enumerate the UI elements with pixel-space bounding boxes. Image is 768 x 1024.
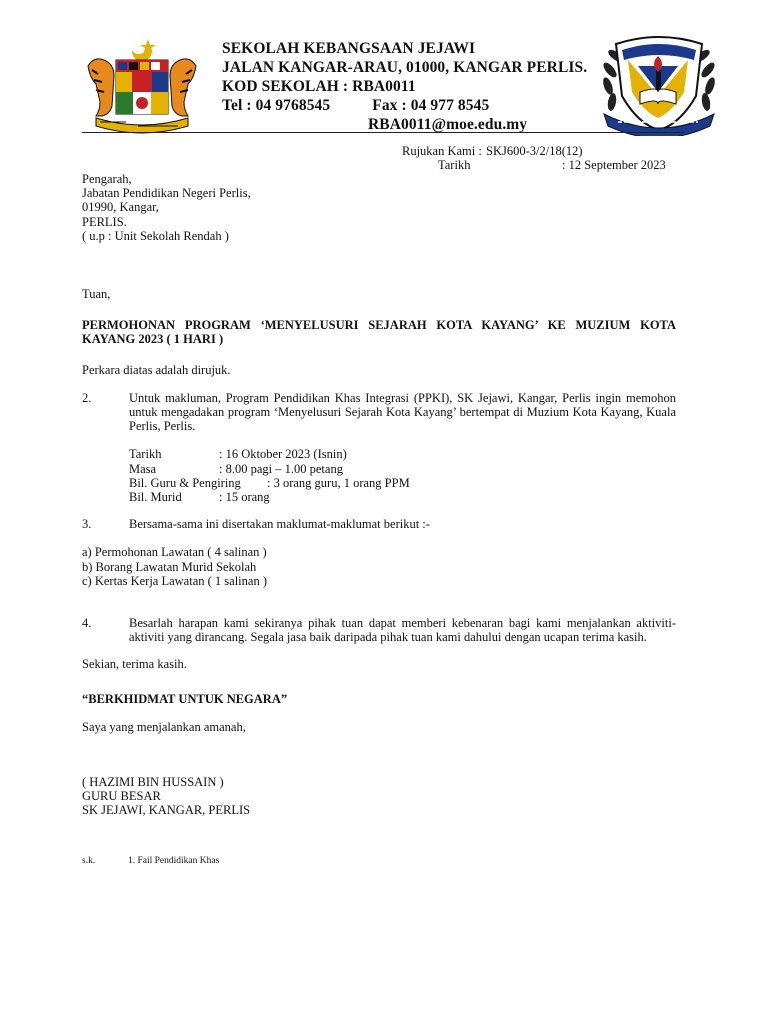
fax: Fax : 04 977 8545 — [372, 97, 490, 114]
paragraph-number: 3. — [82, 517, 92, 532]
reference-value: SKJ600-3/2/18(12) — [486, 144, 583, 158]
paragraph-text: Bersama-sama ini disertakan maklumat-maklumat berikut :- — [129, 517, 430, 532]
detail-row-students — [129, 490, 676, 504]
detail-row-teachers — [129, 476, 676, 490]
reference-row — [402, 144, 666, 158]
detail-value: : 15 orang — [219, 490, 270, 505]
closing-line: Sekian, terima kasih. — [82, 657, 187, 672]
date-row — [402, 158, 666, 172]
attachment-list — [82, 545, 676, 588]
contact-row — [222, 96, 602, 115]
recipient-line: PERLIS. — [82, 214, 127, 229]
paragraph-3 — [82, 517, 676, 531]
carbon-copy — [82, 854, 676, 868]
paragraph-number: 2. — [82, 390, 92, 405]
paragraph-text: Besarlah harapan kami sekiranya pihak tuan dapat memberi kebenaran bagi kami menjalankan aktiviti-aktiviti yang dirancang. Segala jasa baik daripada pihak tuan kami dahului dengan ucapan terima kasih. — [129, 616, 676, 645]
detail-row-date — [129, 447, 676, 461]
recipient-line: 01990, Kangar, — [82, 200, 159, 215]
signoff: Saya yang menjalankan amanah, — [82, 719, 246, 734]
coat-of-arms-logo — [78, 36, 206, 136]
motto: “BERKHIDMAT UNTUK NEGARA” — [82, 691, 288, 706]
reference-block — [402, 144, 666, 172]
paragraph-4 — [82, 616, 676, 644]
signatory-organisation: SK JEJAWI, KANGAR, PERLIS — [82, 803, 251, 818]
detail-value: : 8.00 pagi – 1.00 petang — [219, 461, 343, 476]
date-label: Tarikh — [438, 158, 471, 172]
detail-row-time — [129, 462, 676, 476]
cc-item: 1. Fail Pendidikan Khas — [128, 855, 220, 866]
detail-label: Tarikh — [129, 447, 162, 462]
paragraph-number: 4. — [82, 616, 92, 631]
signatory-title: GURU BESAR — [82, 789, 161, 804]
reference-label: Rujukan Kami : — [402, 144, 482, 158]
salutation: Tuan, — [82, 287, 111, 302]
school-email: RBA0011@moe.edu.my — [368, 116, 528, 133]
recipient-line: Pengarah, — [82, 172, 132, 186]
letter-subject: PERMOHONAN PROGRAM ‘MENYELUSURI SEJARAH KOTA KAYANG’ KE MUZIUM KOTA KAYANG 2023 ( 1 HARI ) — [82, 318, 676, 347]
letter-body — [82, 172, 676, 868]
cc-label: s.k. — [82, 855, 96, 866]
paragraph-2 — [82, 391, 676, 434]
detail-label: Bil. Guru & Pengiring — [129, 475, 241, 490]
date-value: : 12 September 2023 — [562, 158, 666, 172]
attachment-item: b) Borang Lawatan Murid Sekolah — [82, 559, 257, 574]
detail-label: Masa — [129, 461, 157, 476]
signatory-name: ( HAZIMI BIN HUSSAIN ) — [82, 775, 224, 790]
attachment-item: a) Permohonan Lawatan ( 4 salinan ) — [82, 545, 267, 560]
opening-line: Perkara diatas adalah dirujuk. — [82, 362, 231, 377]
letterhead-divider — [82, 132, 684, 133]
paragraph-text: Untuk makluman, Program Pendidikan Khas Integrasi (PPKI), SK Jejawi, Kangar, Perlis ingin memohon untuk mengadakan program ‘Menyelusuri Sejarah Kota Kayang’ bertempat di Muzium Kota Kayang, Kuala Perlis, Perlis. — [129, 390, 676, 434]
recipient-address — [82, 172, 676, 243]
letterhead — [222, 39, 602, 134]
school-code: KOD SEKOLAH : RBA0011 — [222, 78, 416, 95]
recipient-line: Jabatan Pendidikan Negeri Perlis, — [82, 186, 251, 201]
programme-details — [129, 447, 676, 504]
attachment-item: c) Kertas Kerja Lawatan ( 1 salinan ) — [82, 573, 267, 588]
telephone: Tel : 04 9768545 — [222, 97, 331, 114]
recipient-line: ( u.p : Unit Sekolah Rendah ) — [82, 228, 229, 243]
detail-value: : 16 Oktober 2023 (Isnin) — [219, 447, 347, 462]
school-address: JALAN KANGAR-ARAU, 01000, KANGAR PERLIS. — [222, 59, 588, 76]
school-name: SEKOLAH KEBANGSAAN JEJAWI — [222, 40, 476, 57]
signature-block — [82, 775, 676, 818]
detail-value: : 3 orang guru, 1 orang PPM — [267, 475, 410, 490]
detail-label: Bil. Murid — [129, 490, 182, 505]
school-badge-logo — [598, 26, 720, 136]
